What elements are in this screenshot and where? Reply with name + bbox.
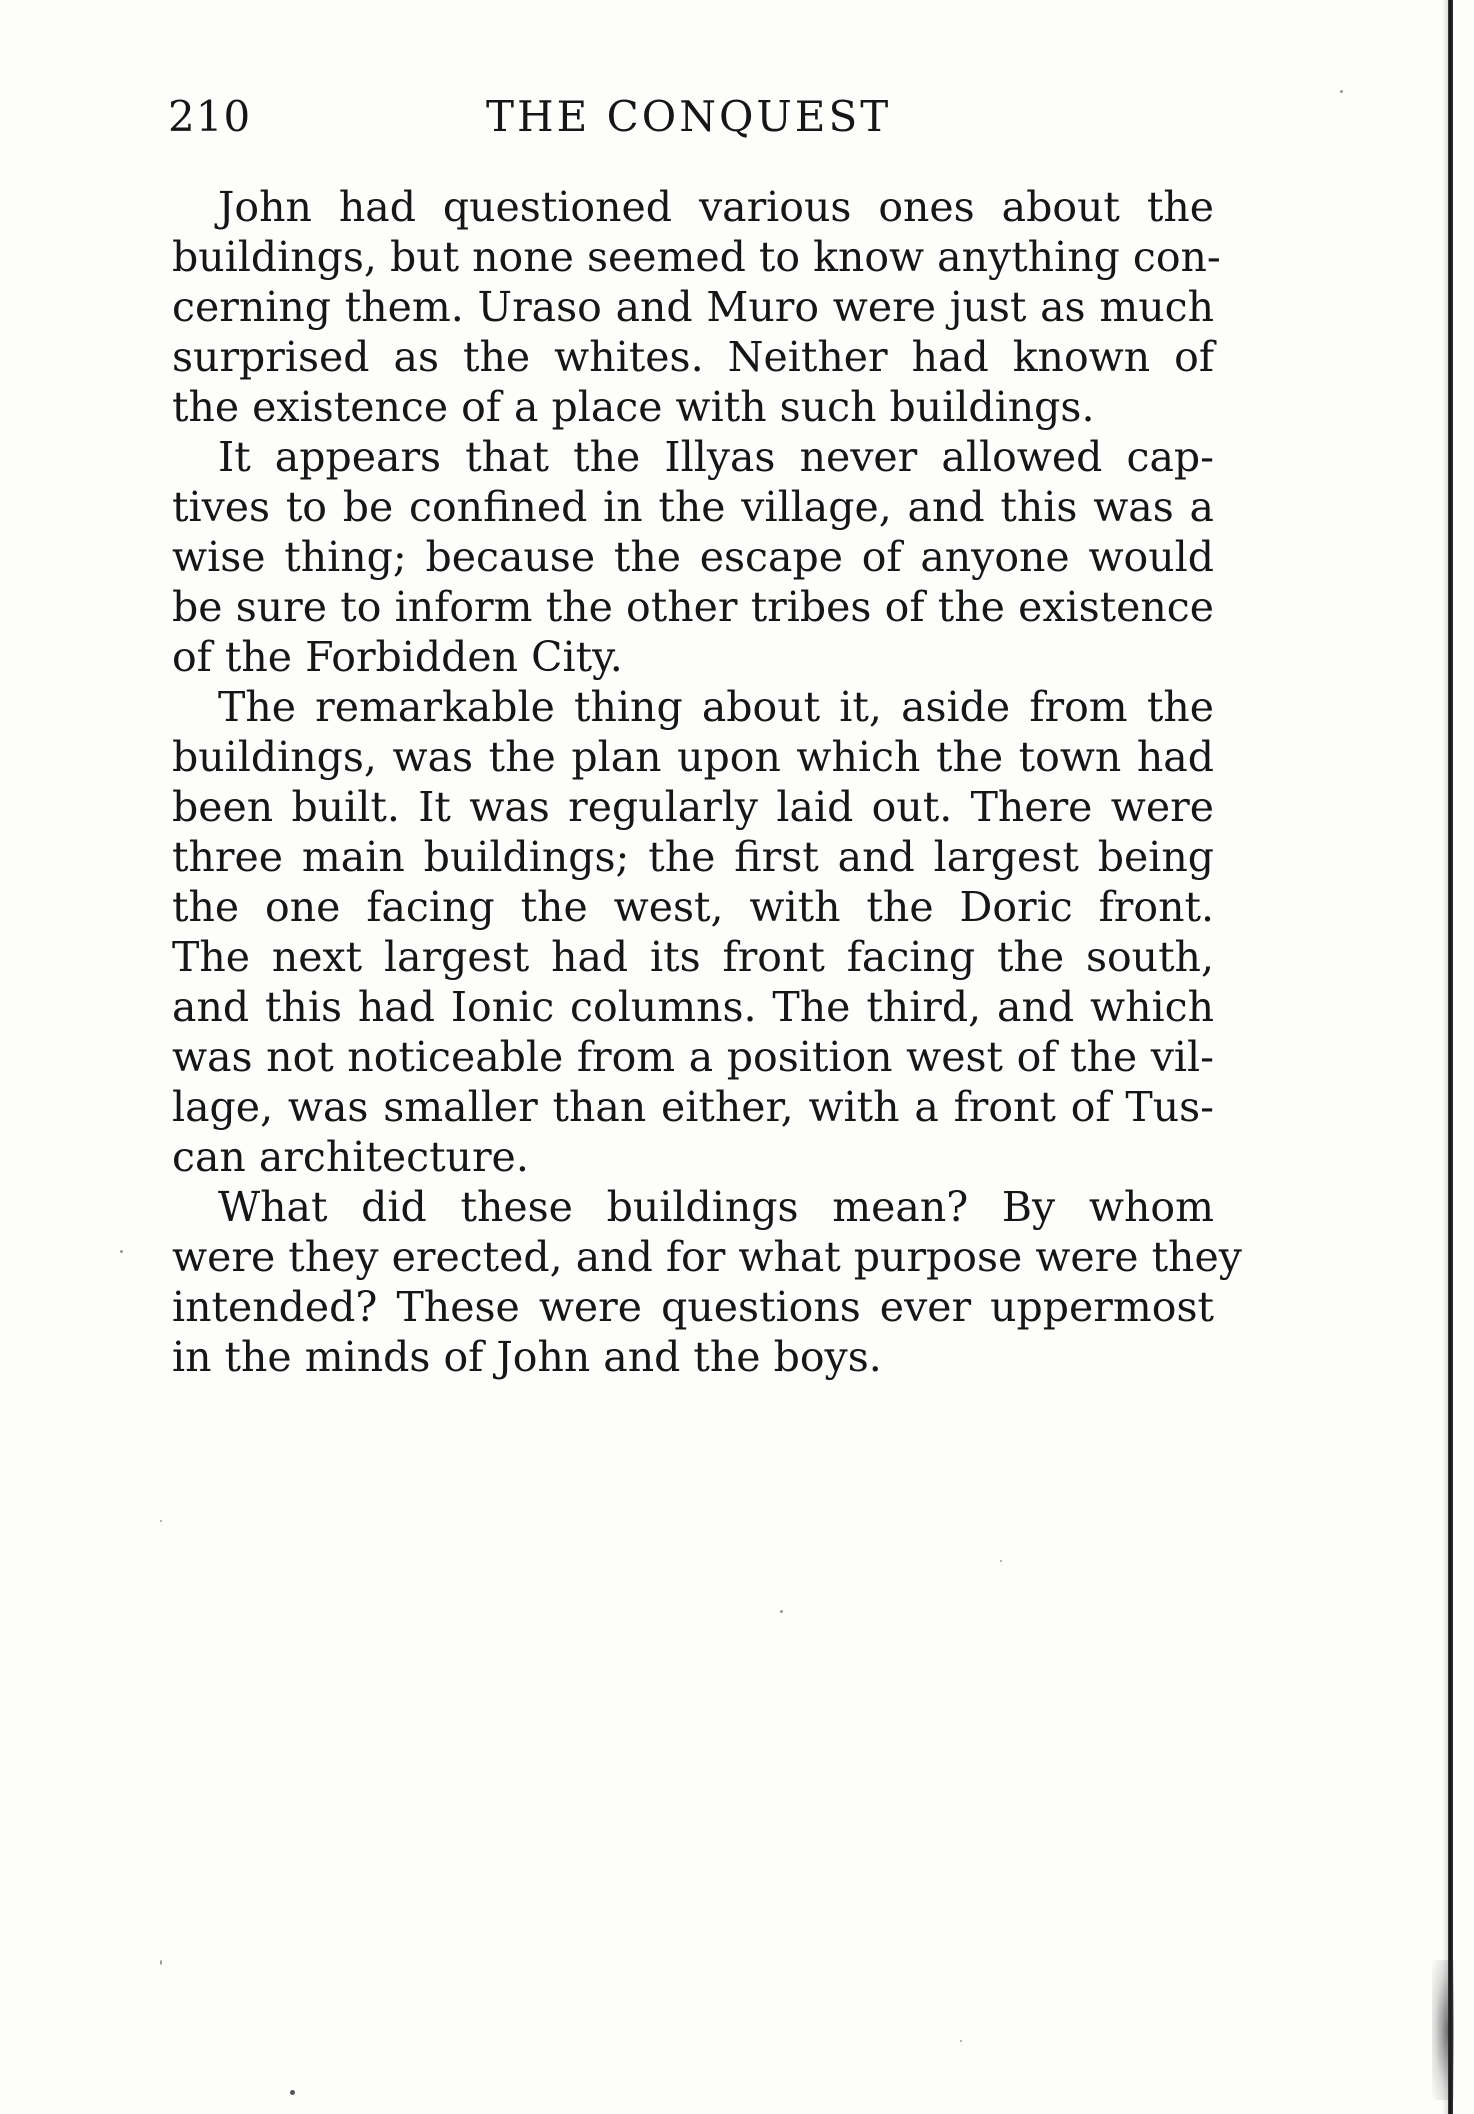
scan-speck [1000, 1560, 1002, 1562]
text-line: intended? These were questions ever uppermost [172, 1283, 1214, 1331]
text-line: surprised as the whites. Neither had known of [172, 333, 1214, 381]
scan-speck [960, 2040, 962, 2042]
scan-speck [160, 1520, 162, 1522]
text-line: were they erected, and for what purpose were they [172, 1233, 1242, 1281]
text-line: in the minds of John and the boys. [172, 1333, 882, 1381]
page-edge-smudge [1432, 1960, 1454, 2100]
text-line: can architecture. [172, 1133, 529, 1181]
running-head: THE CONQUEST [486, 92, 892, 141]
text-line: What did these buildings mean? By whom [218, 1183, 1214, 1231]
text-line: the existence of a place with such buildings. [172, 383, 1095, 431]
text-line: wise thing; because the escape of anyone would [172, 533, 1214, 581]
page-header [168, 92, 1218, 152]
text-line: was not noticeable from a position west of the vil- [172, 1033, 1214, 1081]
text-line: John had questioned various ones about the [218, 183, 1214, 231]
text-line: of the Forbidden City. [172, 633, 623, 681]
text-line: cerning them. Uraso and Muro were just as much [172, 283, 1214, 331]
scan-speck [290, 2090, 295, 2095]
scan-speck [1340, 90, 1343, 93]
text-line: The next largest had its front facing the south, [172, 933, 1214, 981]
text-line: three main buildings; the first and largest being [172, 833, 1214, 881]
page-edge-line [1448, 0, 1453, 2114]
text-line: The remarkable thing about it, aside from the [218, 683, 1214, 731]
text-line: and this had Ionic columns. The third, and which [172, 983, 1214, 1031]
text-line: be sure to inform the other tribes of the existence [172, 583, 1214, 631]
text-line: It appears that the Illyas never allowed cap- [218, 433, 1214, 481]
scan-speck [160, 1960, 162, 1965]
page-number: 210 [168, 92, 252, 141]
text-line: tives to be confined in the village, and this was a [172, 483, 1214, 531]
scan-speck [780, 1610, 783, 1613]
body-text [172, 182, 1242, 1382]
text-line: been built. It was regularly laid out. There were [172, 783, 1214, 831]
text-line: the one facing the west, with the Doric front. [172, 883, 1214, 931]
text-line: buildings, but none seemed to know anything con- [172, 233, 1221, 281]
text-line: lage, was smaller than either, with a front of Tus- [172, 1083, 1214, 1131]
text-line: buildings, was the plan upon which the town had [172, 733, 1214, 781]
scan-speck [120, 1250, 123, 1253]
